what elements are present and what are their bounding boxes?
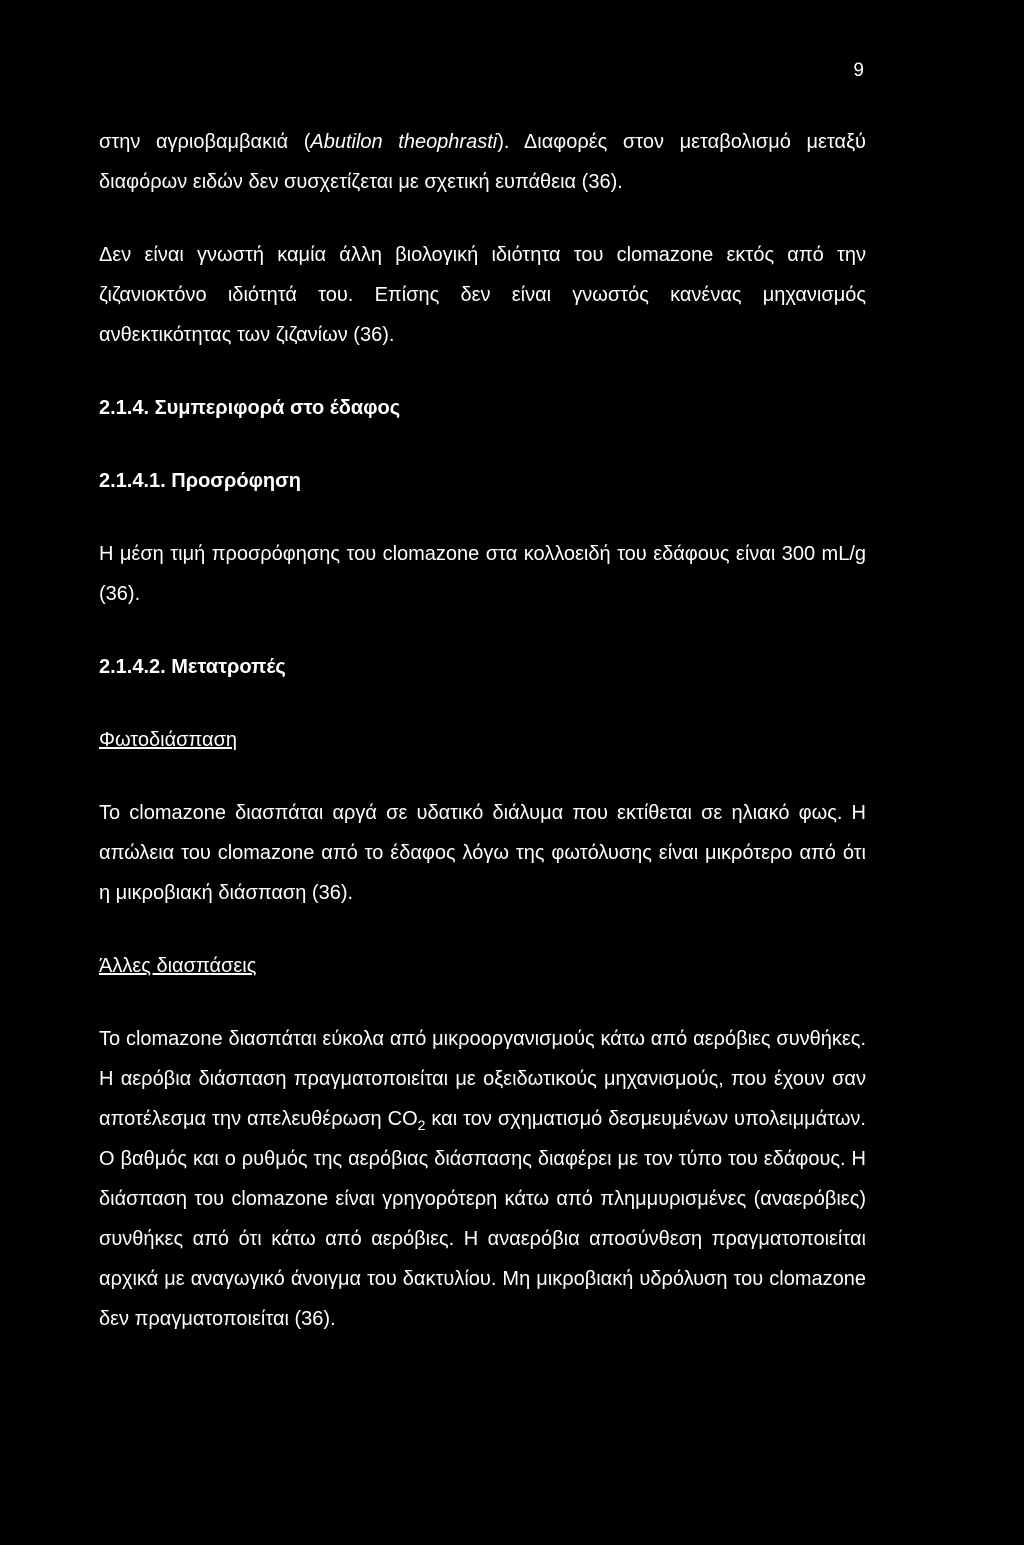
paragraph-metabolism-post: ). Διαφορές στον μεταβολισμό μεταξύ διαφόρων ειδών δεν συσχετίζεται με σχετική ευπάθεια (36). [99,131,866,193]
paragraph-biological-property: Δεν είναι γνωστή καμία άλλη βιολογική ιδιότητα του clomazone εκτός από την ζιζανιοκτόνο ιδιότητά του. Επίσης δεν είναι γνωστός κανένας μηχανισμός ανθεκτικότητας των ζιζανίων (36). [99,244,866,346]
section-heading-soil-behavior: 2.1.4. Συμπεριφορά στο έδαφος [99,397,401,419]
subheading-photodegradation: Φωτοδιάσπαση [99,729,238,751]
paragraph-other-pre: Το clomazone διασπάται εύκολα από μικροοργανισμούς κάτω από αερόβιες συνθήκες. Η αερόβια διάσπαση πραγματοποιείται με οξειδωτικούς μηχανισμούς, που έχουν σαν αποτέλεσμα την απελευθέρωση CO [99,1028,866,1130]
species-name: Abutilon theophrasti [310,131,498,153]
document-body [99,122,866,1339]
section-heading-transformations: 2.1.4.2. Μετατροπές [99,656,286,678]
paragraph-metabolism [99,122,866,202]
co2-subscript: 2 [417,1117,426,1133]
subheading-other-degradation: Άλλες διασπάσεις [99,955,257,977]
paragraph-other-post: και τον σχηματισμό δεσμευμένων υπολειμμάτων. Ο βαθμός και ο ρυθμός της αερόβιας διάσπασης διαφέρει με τον τύπο του εδάφους. Η διάσπαση του clomazone είναι γρηγορότερη κάτω από πλημμυρισμένες (αναερόβιες) συνθήκες από ότι κάτω από αερόβιες. Η αναερόβια αποσύνθεση πραγματοποιείται αρχικά με αναγωγικό άνοιγμα του δακτυλίου. Μη μικροβιακή υδρόλυση του clomazone δεν πραγματοποιείται (36). [99,1108,866,1330]
paragraph-adsorption: Η μέση τιμή προσρόφησης του clomazone στα κολλοειδή του εδάφους είναι 300 mL/g (36). [99,543,866,605]
section-heading-adsorption: 2.1.4.1. Προσρόφηση [99,470,302,492]
paragraph-metabolism-pre: στην αγριοβαμβακιά ( [99,131,311,153]
paragraph-other-degradation [99,1019,866,1339]
page-number: 9 [853,60,864,81]
paragraph-photodegradation: Το clomazone διασπάται αργά σε υδατικό διάλυμα που εκτίθεται σε ηλιακό φως. Η απώλεια του clomazone από το έδαφος λόγω της φωτόλυσης είναι μικρότερο από ότι η μικροβιακή διάσπαση (36). [99,802,866,904]
